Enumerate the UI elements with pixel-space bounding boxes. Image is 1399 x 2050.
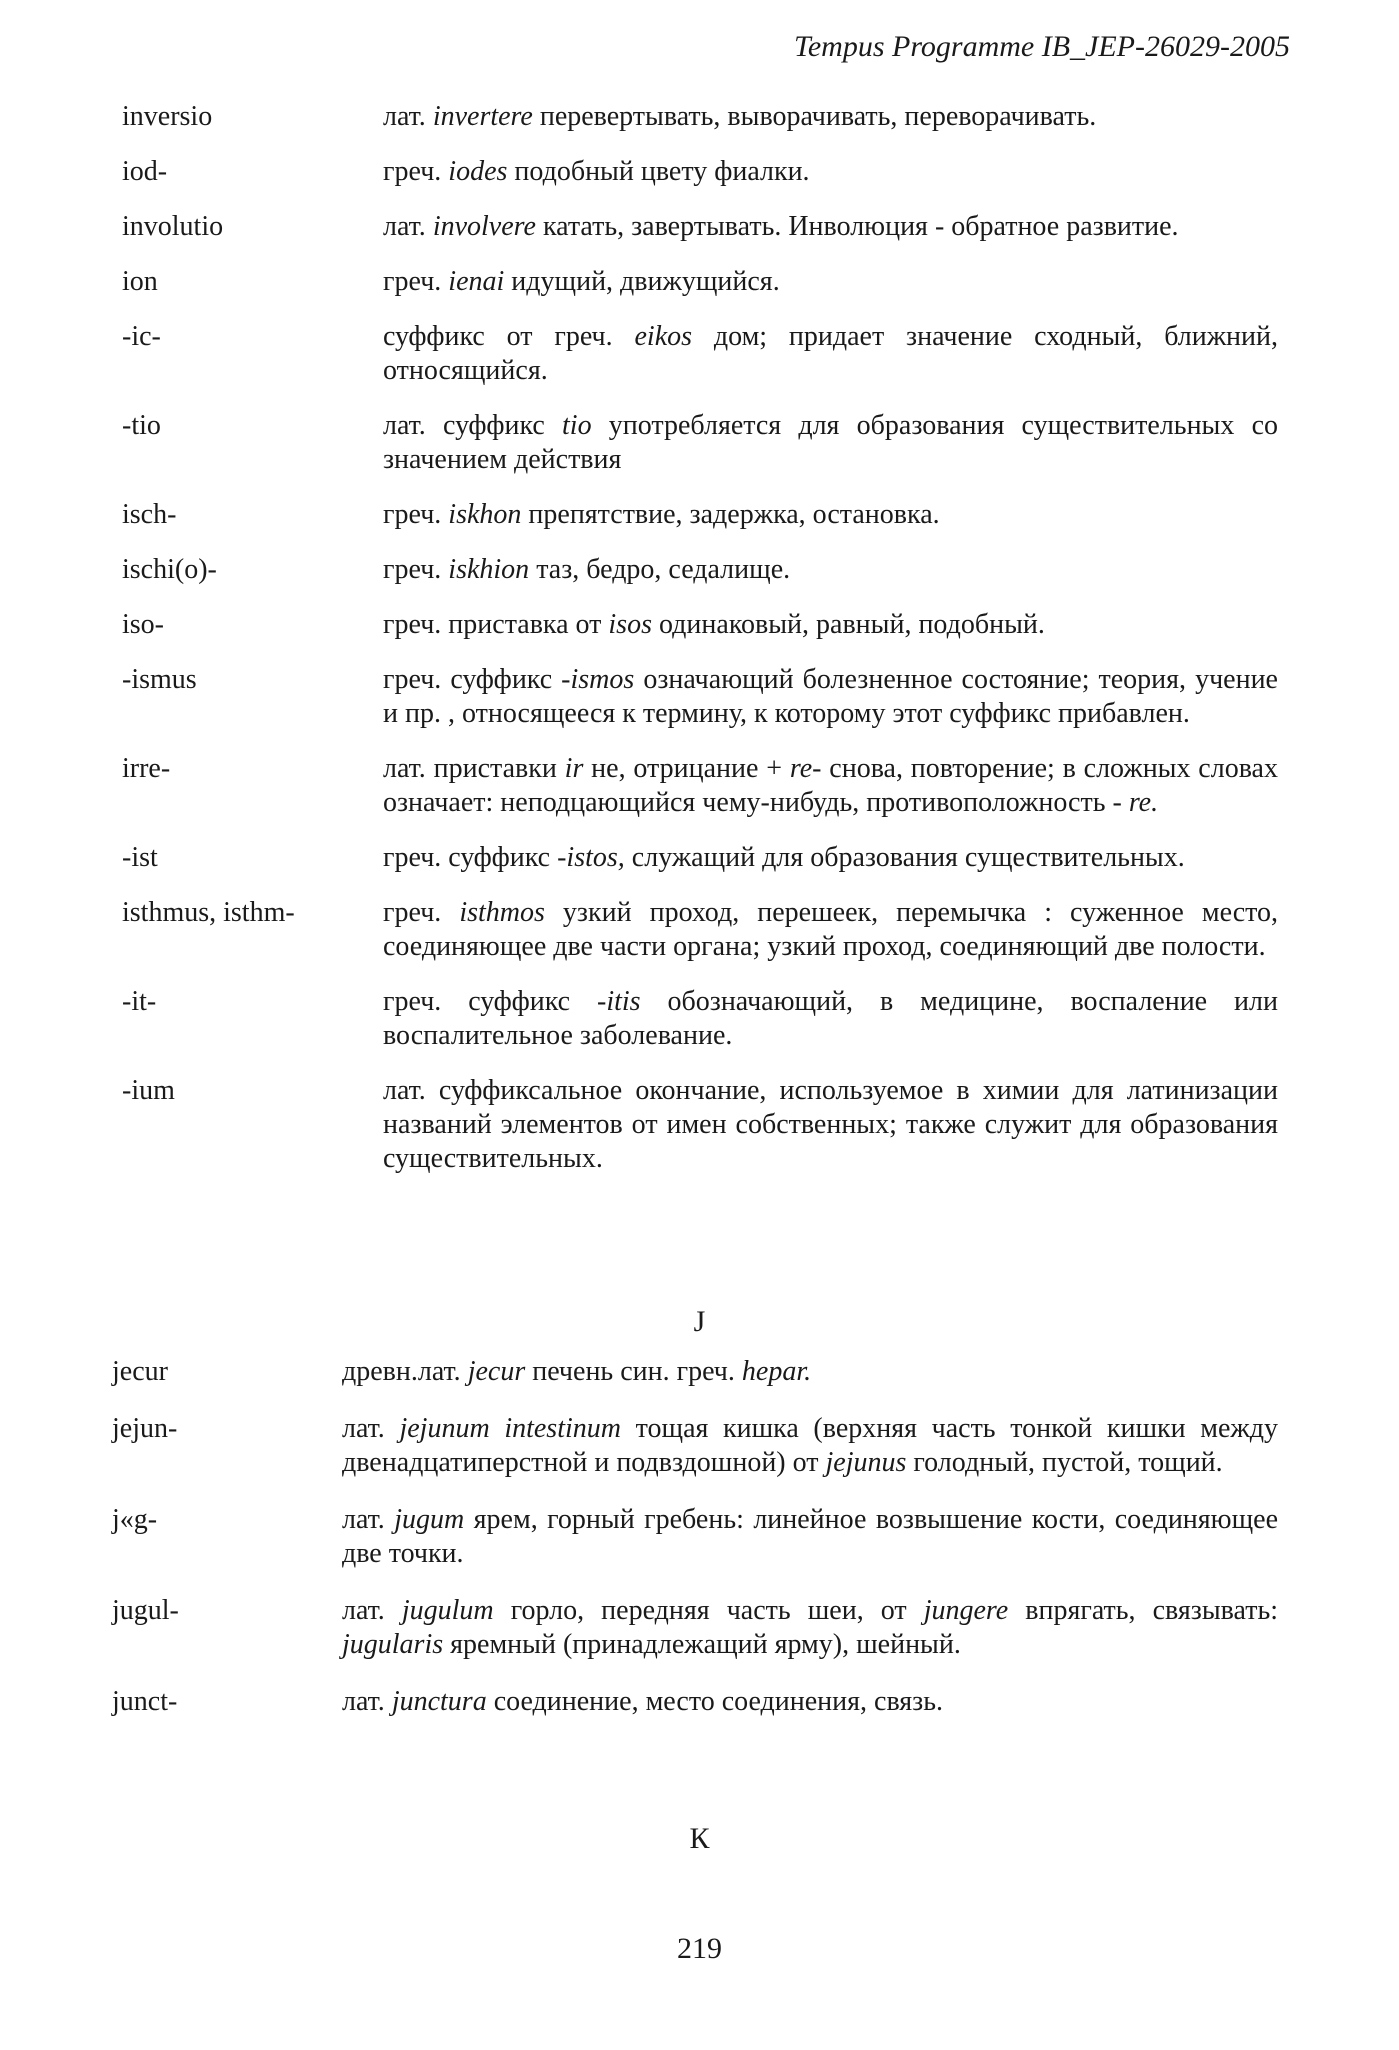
entry-definition bbox=[383, 409, 1278, 477]
definition-italic-word: ir bbox=[564, 753, 584, 784]
definition-text: катать, завертывать. Инволюция - обратное развитие. bbox=[535, 211, 1179, 242]
dictionary-entry bbox=[0, 210, 1399, 244]
definition-italic-word: invertere bbox=[432, 101, 533, 132]
entry-term: -it- bbox=[122, 986, 157, 1017]
definition-text: греч. суффикс bbox=[383, 842, 558, 873]
definition-text: лат. bbox=[383, 101, 433, 132]
page-number: 219 bbox=[677, 1932, 722, 1965]
entry-definition bbox=[383, 608, 1278, 642]
entry-term: ischi(o)- bbox=[122, 554, 217, 585]
definition-italic-word: involvere bbox=[432, 211, 536, 242]
entry-term: inversio bbox=[122, 101, 213, 132]
definition-text: лат. bbox=[342, 1504, 395, 1535]
entry-term: jejun- bbox=[112, 1413, 178, 1444]
definition-italic-word: isthmos bbox=[459, 897, 545, 928]
definition-text: узкий проход, перешеек, перемычка : суженное место, соединяющее две части органа; узкий проход, соединяющий две полости. bbox=[383, 897, 1279, 962]
definition-italic-word: eikos bbox=[634, 321, 693, 352]
entry-definition bbox=[383, 752, 1278, 820]
definition-text: дом; придает значение сходный, ближний, относящийся. bbox=[383, 321, 1278, 386]
entry-definition bbox=[383, 985, 1278, 1053]
definition-text: греч. bbox=[383, 266, 449, 297]
entry-definition bbox=[342, 1503, 1278, 1571]
dictionary-entry bbox=[0, 663, 1399, 731]
definition-text: яремный (принадлежащий ярму), шейный. bbox=[443, 1629, 961, 1660]
dictionary-entry bbox=[0, 896, 1399, 964]
definition-italic-word: iodes bbox=[448, 156, 508, 187]
running-header: Tempus Programme IB_JEP-26029-2005 bbox=[793, 30, 1290, 63]
entry-definition bbox=[342, 1685, 1278, 1719]
definition-italic-word: iskhon bbox=[448, 499, 522, 530]
definition-text: употребляется для образования существительных со значением действия bbox=[383, 410, 1279, 475]
definition-text: означающий болезненное состояние; теория, учение и пр. , относящееся к термину, к которому этот суффикс прибавлен. bbox=[383, 664, 1278, 729]
definition-text: препятствие, задержка, остановка. bbox=[521, 499, 940, 530]
definition-text: ярем, горный гребень: линейное возвышение кости, соединяющее две точки. bbox=[342, 1504, 1278, 1569]
definition-italic-word: hepar. bbox=[741, 1356, 812, 1387]
entry-definition bbox=[383, 210, 1278, 244]
entry-definition bbox=[383, 553, 1278, 587]
definition-text: греч. приставка от bbox=[383, 609, 609, 640]
definition-text: снова, повторение; в сложных словах означает: неподцающийся чему-нибудь, противоположность - bbox=[383, 753, 1278, 818]
entry-definition bbox=[383, 663, 1278, 731]
section-letter-k: К bbox=[689, 1822, 710, 1855]
dictionary-entry bbox=[0, 1355, 1399, 1389]
definition-italic-word: tio bbox=[562, 410, 592, 441]
dictionary-entry bbox=[0, 409, 1399, 477]
definition-text: идущий, движущийся. bbox=[504, 266, 780, 297]
entry-term: -ic- bbox=[122, 321, 161, 352]
entries-j bbox=[0, 1355, 1399, 1719]
entry-definition bbox=[383, 100, 1278, 134]
entry-term: junct- bbox=[112, 1686, 178, 1717]
dictionary-entry bbox=[0, 985, 1399, 1053]
definition-italic-word: -istos, bbox=[557, 842, 625, 873]
entry-definition bbox=[383, 896, 1278, 964]
definition-text: перевертывать, выворачивать, переворачивать. bbox=[532, 101, 1097, 132]
dictionary-entry bbox=[0, 1074, 1399, 1176]
definition-text: тощая кишка (верхняя часть тонкой кишки между двенадцатиперстной и подвздошной) от bbox=[342, 1413, 1279, 1478]
definition-italic-word: jungere bbox=[923, 1595, 1009, 1626]
definition-text: соединение, место соединения, связь. bbox=[486, 1686, 944, 1717]
definition-text: греч. bbox=[383, 156, 449, 187]
entry-term: -ist bbox=[122, 842, 158, 873]
dictionary-entry bbox=[0, 155, 1399, 189]
definition-text: обозначающий, в медицине, воспаление или воспалительное заболевание. bbox=[383, 986, 1278, 1051]
entry-term: jugul- bbox=[112, 1595, 179, 1626]
dictionary-entry bbox=[0, 608, 1399, 642]
entry-term: jecur bbox=[112, 1356, 168, 1387]
definition-italic-word: jugularis bbox=[342, 1629, 444, 1660]
definition-text: печень син. греч. bbox=[525, 1356, 742, 1387]
definition-text: голодный, пустой, тощий. bbox=[906, 1447, 1223, 1478]
entry-term: iod- bbox=[122, 156, 168, 187]
definition-italic-word: re. bbox=[1128, 787, 1159, 818]
entry-definition bbox=[383, 1074, 1278, 1176]
dictionary-entry bbox=[0, 553, 1399, 587]
definition-text: греч. суффикс bbox=[383, 986, 597, 1017]
entry-term: isch- bbox=[122, 499, 177, 530]
definition-text: древн.лат. bbox=[342, 1356, 468, 1387]
definition-text: одинаковый, равный, подобный. bbox=[651, 609, 1045, 640]
definition-italic-word: jugulum bbox=[401, 1595, 494, 1626]
definition-italic-word: re- bbox=[789, 753, 822, 784]
entry-term: ion bbox=[122, 266, 158, 297]
definition-text: впрягать, связывать: bbox=[1008, 1595, 1278, 1626]
entry-definition bbox=[342, 1412, 1278, 1480]
entry-definition bbox=[383, 498, 1278, 532]
definition-text: греч. bbox=[383, 897, 460, 928]
definition-italic-word: ienai bbox=[448, 266, 505, 297]
definition-text: лат. приставки bbox=[383, 753, 565, 784]
definition-italic-word: iskhion bbox=[448, 554, 530, 585]
definition-text: не, отрицание + bbox=[583, 753, 790, 784]
entry-term: -ium bbox=[122, 1075, 175, 1106]
dictionary-entry bbox=[0, 1503, 1399, 1571]
entry-definition bbox=[383, 155, 1278, 189]
dictionary-entry bbox=[0, 498, 1399, 532]
definition-text: подобный цвету фиалки. bbox=[507, 156, 810, 187]
definition-text: лат. bbox=[342, 1595, 402, 1626]
entry-definition bbox=[383, 265, 1278, 299]
entry-term: involutio bbox=[122, 211, 224, 242]
entry-definition bbox=[342, 1355, 1278, 1389]
definition-text: греч. bbox=[383, 499, 449, 530]
definition-text: лат. bbox=[342, 1413, 400, 1444]
definition-italic-word: jejunus bbox=[825, 1447, 907, 1478]
definition-italic-word: isos bbox=[608, 609, 652, 640]
definition-italic-word: jejunum intestinum bbox=[399, 1413, 621, 1444]
definition-text: таз, бедро, седалище. bbox=[529, 554, 791, 585]
definition-text: лат. bbox=[342, 1686, 392, 1717]
definition-text: суффикс от греч. bbox=[383, 321, 635, 352]
entry-definition bbox=[383, 841, 1278, 875]
definition-italic-word: jecur bbox=[467, 1356, 526, 1387]
definition-italic-word: junctura bbox=[391, 1686, 487, 1717]
dictionary-entry bbox=[0, 320, 1399, 388]
entries-i bbox=[0, 100, 1399, 1176]
definition-italic-word: -itis bbox=[597, 986, 641, 1017]
definition-text: лат. суффикс bbox=[383, 410, 563, 441]
dictionary-entry bbox=[0, 100, 1399, 134]
definition-text: лат. bbox=[383, 211, 433, 242]
section-letter-j: J bbox=[693, 1305, 706, 1338]
entry-term: irre- bbox=[122, 753, 171, 784]
dictionary-entry bbox=[0, 265, 1399, 299]
entry-term: -tio bbox=[122, 410, 161, 441]
definition-text: лат. суффиксальное окончание, используемое в химии для латинизации названий элементов от имен собственных; также служит для образования существительных. bbox=[383, 1075, 1278, 1174]
definition-text: горло, передняя часть шеи, от bbox=[493, 1595, 924, 1626]
definition-text: служащий для образования существительных. bbox=[624, 842, 1185, 873]
definition-italic-word: jugum bbox=[394, 1504, 465, 1535]
dictionary-entry bbox=[0, 752, 1399, 820]
dictionary-entry bbox=[0, 1412, 1399, 1480]
definition-text: греч. суффикс bbox=[383, 664, 562, 695]
entry-term: j«g- bbox=[112, 1504, 158, 1535]
entry-term: iso- bbox=[122, 609, 164, 640]
definition-text: греч. bbox=[383, 554, 449, 585]
entry-definition bbox=[342, 1594, 1278, 1662]
dictionary-entry bbox=[0, 1594, 1399, 1662]
dictionary-entry bbox=[0, 841, 1399, 875]
entry-term: -ismus bbox=[122, 664, 197, 695]
definition-italic-word: -ismos bbox=[561, 664, 635, 695]
entry-term: isthmus, isthm- bbox=[122, 897, 295, 928]
entry-definition bbox=[383, 320, 1278, 388]
dictionary-entry bbox=[0, 1685, 1399, 1719]
